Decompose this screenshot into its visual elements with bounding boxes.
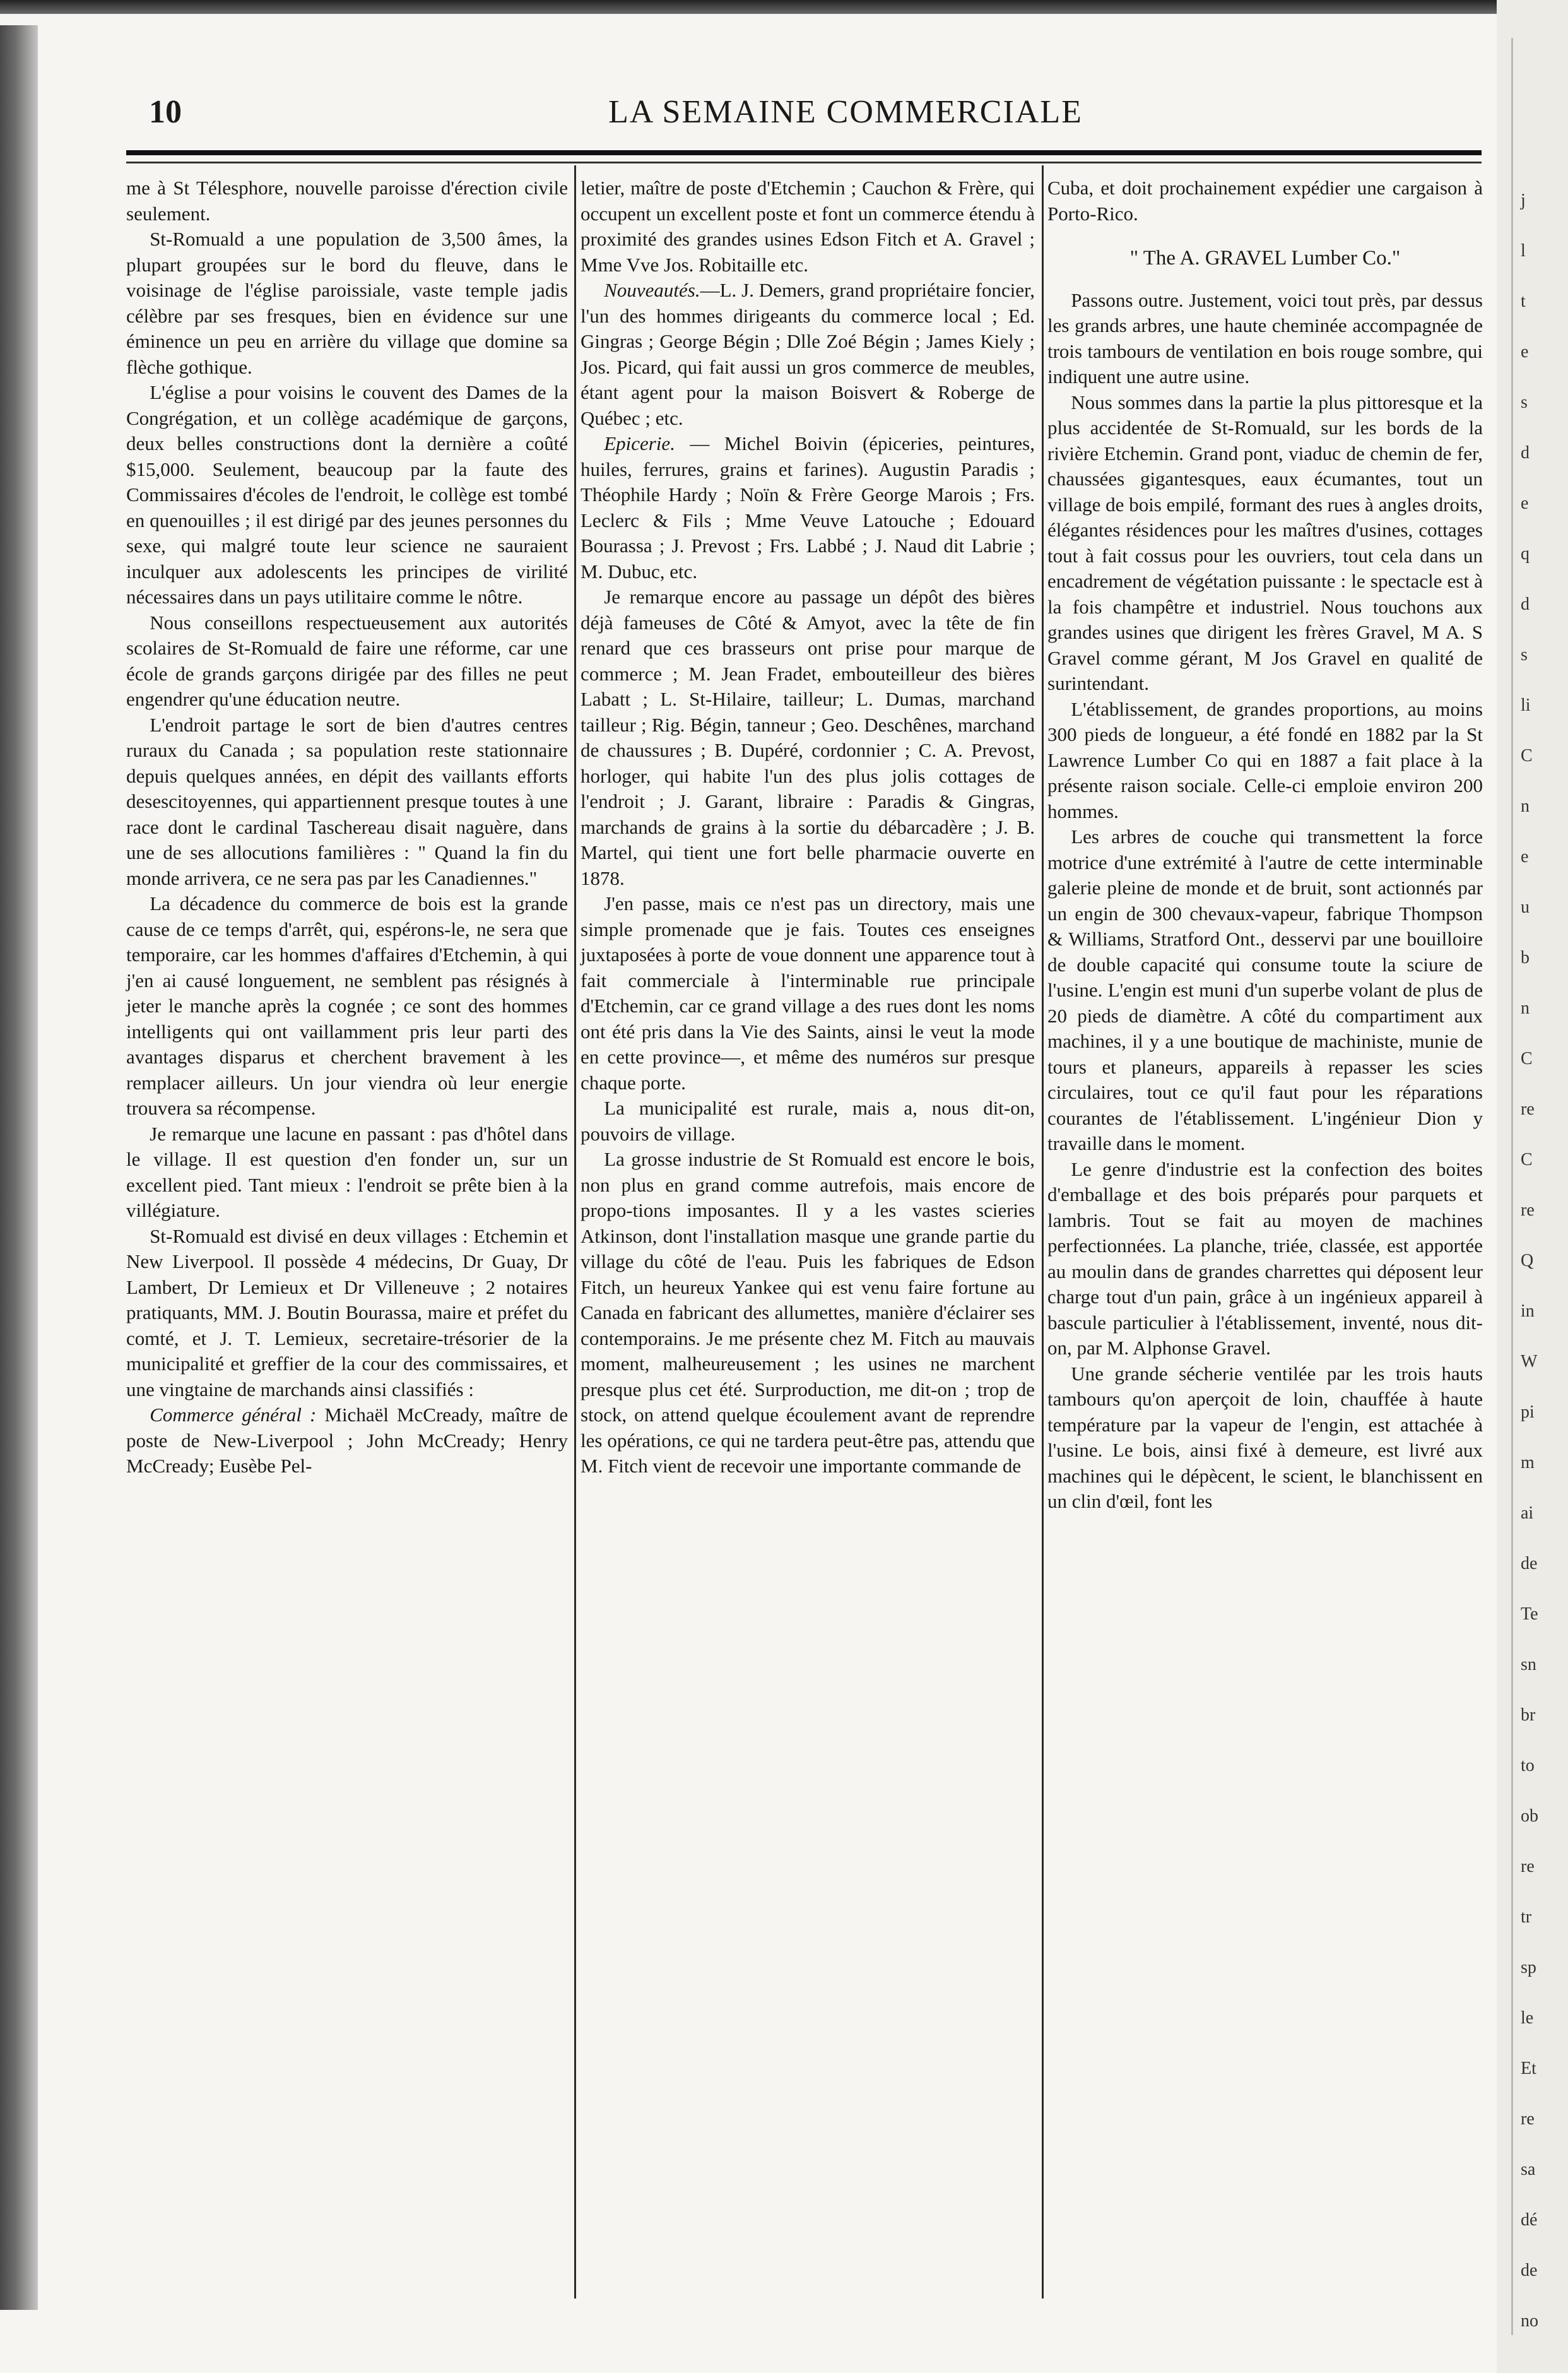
margin-fragment: sa (1521, 2160, 1536, 2179)
margin-fragment: ai (1521, 1503, 1534, 1523)
margin-fragment: Te (1521, 1604, 1538, 1624)
page-number: 10 (149, 94, 182, 130)
paragraph-text: — Michel Boivin (épiceries, peintures, huiles, ferrures, grains et farines). Augustin Paradis ; Théophile Hardy ; Noïn & Frère George Marois ; Frs. Leclerc & Fils ; Mme Veuve Latouche ; Edouard Bourassa ; J. Prevost ; Frs. Labbé ; J. Naud dit Labrie ; M. Dubuc, etc. (581, 432, 1035, 583)
paragraph: Passons outre. Justement, voici tout près, par dessus les grands arbres, une haute cheminée accompagnée de trois tambours de ventilation en bois rouge sombre, qui indiquent une autre usine. (1047, 288, 1483, 388)
margin-fragment: no (1521, 2311, 1538, 2331)
category-label: Epicerie. (604, 432, 675, 454)
margin-fragment: dé (1521, 2210, 1538, 2230)
column-divider-2 (1042, 165, 1044, 2299)
paragraph: Je remarque encore au passage un dépôt des bières déjà fameuses de Côté & Amyot, avec la tête de fin renard que ces brasseurs ont prise pour marque de commerce ; M. Jean Fradet, embouteilleur des bières Labatt ; L. St-Hilaire, tailleur; L. Dumas, marchand tailleur ; Rig. Bégin, tanneur ; Geo. Deschênes, marchand de chaussures ; B. Dupéré, cordonnier ; C. A. Prevost, horloger, qui habite l'un des plus jolis cottages de l'endroit ; J. Garant, libraire : Paradis & Gingras, marchands de grains à la sortie du débarcadère ; J. B. Martel, qui tient une fort belle pharmacie ouverte en 1878. (581, 586, 1035, 889)
margin-fragment: li (1521, 695, 1531, 715)
adjacent-page-fragments (1521, 175, 1565, 2346)
paragraph: Une grande sécherie ventilée par les trois hauts tambours qu'on aperçoit de loin, chauffée à haute température par la vapeur de l'engin, est attachée à l'usine. Le bois, ainsi fixé à demeure, est livré aux machines qui le dépècent, le scient, le blanchissent en un clin d'œil, font les (1047, 1362, 1483, 1512)
margin-fragment: e (1521, 494, 1529, 513)
category-label: Nouveautés. (604, 279, 700, 301)
paragraph: me à St Télesphore, nouvelle paroisse d'érection civile seulement. (126, 177, 568, 225)
margin-fragment: s (1521, 645, 1528, 665)
margin-fragment: C (1521, 746, 1533, 766)
margin-fragment: l (1521, 241, 1526, 261)
paragraph-text: Michaël McCready, maître de poste de New-Liverpool ; John McCready; Henry McCready; Eusèbe Pel- (126, 1404, 568, 1477)
paragraph-text: —L. J. Demers, grand propriétaire foncier, l'un des hommes dirigeants du commerce local ; Ed. Gingras ; George Bégin ; Dlle Zoé Bégin ; James Kiely ; Jos. Picard, qui fait aussi un gros commerce de meubles, étant agent pour la maison Boisvert & Roberge de Québec ; etc. (581, 279, 1035, 429)
margin-fragment: C (1521, 1150, 1533, 1169)
section-heading: " The A. GRAVEL Lumber Co." (1129, 247, 1401, 269)
margin-fragment: sp (1521, 1958, 1536, 1977)
margin-fragment: n (1521, 796, 1530, 816)
paragraph: L'endroit partage le sort de bien d'autres centres ruraux du Canada ; sa population reste stationnaire depuis quelques années, en dépit des vaillants efforts desescitoyennes, qui appartiennent presque toutes à une race dont le cardinal Taschereau disait naguère, dans une de ses allocutions familières : " Quand la fin du monde arrivera, ce ne sera pas par les Canadiennes." (126, 713, 568, 889)
paragraph: J'en passe, mais ce n'est pas un directory, mais une simple promenade que je fais. Toutes ces enseignes juxtaposées à porte de voue donnent une apparence tout à fait commerciale à l'interminable rue principale d'Etchemin, car ce grand village a des rues dont les noms ont été pris dans la Vie des Saints, ainsi le veut la mode en cette province—, et même des numéros sur presque chaque porte. (581, 892, 1035, 1094)
column-divider-1 (574, 165, 576, 2299)
scan-binding-edge (0, 25, 38, 2310)
margin-fragment: br (1521, 1705, 1536, 1725)
margin-fragment: s (1521, 393, 1528, 412)
margin-fragment: W (1521, 1352, 1538, 1371)
scan-top-band (0, 0, 1568, 14)
margin-fragment: t (1521, 292, 1526, 311)
margin-fragment: re (1521, 1200, 1535, 1220)
paragraph: Nous conseillons respectueusement aux autorités scolaires de St-Romuald de faire une réforme, car une école de grands garçons dirigée par des filles ne peut engendrer qu'une éducation neutre. (126, 611, 568, 710)
category-label: Commerce général : (150, 1404, 317, 1426)
margin-fragment: to (1521, 1756, 1535, 1775)
margin-fragment: sn (1521, 1655, 1536, 1674)
paragraph: La décadence du commerce de bois est la grande cause de ce temps d'arrêt, qui, espérons-le, ne sera que temporaire, car les hommes d'affaires d'Etchemin, à qui j'en ai causé longuement, ne semblent pas résignés à jeter le manche après la cognée ; ce sont des hommes intelligents qui ont vaillamment pris leur parti des avantages disparus et cherchent bravement à les remplacer ailleurs. Un jour viendra où leur energie trouvera sa récompense. (126, 892, 568, 1119)
margin-fragment: de (1521, 2261, 1538, 2280)
margin-fragment: j (1521, 191, 1526, 210)
header-rule-thick (126, 150, 1482, 155)
margin-fragment: m (1521, 1453, 1535, 1472)
paragraph (581, 431, 1035, 584)
margin-fragment: tr (1521, 1907, 1532, 1927)
column-1 (126, 175, 568, 1479)
paragraph: La municipalité est rurale, mais a, nous dit-on, pouvoirs de village. (581, 1097, 1035, 1145)
publication-title: LA SEMAINE COMMERCIALE (608, 94, 1083, 130)
paragraph: Cuba, et doit prochainement expédier une cargaison à Porto-Rico. (1047, 177, 1483, 225)
margin-fragment: b (1521, 948, 1530, 968)
margin-fragment: le (1521, 2008, 1534, 2028)
margin-fragment: n (1521, 998, 1530, 1018)
margin-fragment: d (1521, 595, 1530, 614)
margin-fragment: in (1521, 1301, 1535, 1321)
paragraph: letier, maître de poste d'Etchemin ; Cauchon & Frère, qui occupent un excellent poste et font un commerce étendu à proximité des grandes usines Edson Fitch et A. Gravel ; Mme Vve Jos. Robitaille etc. (581, 177, 1035, 276)
margin-fragment: pi (1521, 1402, 1535, 1422)
margin-fragment: d (1521, 443, 1530, 463)
margin-fragment: ob (1521, 1806, 1538, 1826)
column-2 (581, 175, 1035, 1479)
paragraph (126, 1402, 568, 1479)
margin-fragment: re (1521, 1099, 1535, 1119)
margin-fragment: q (1521, 544, 1530, 564)
paragraph: L'église a pour voisins le couvent des Dames de la Congrégation, et un collège académique de garçons, deux belles constructions dont la dernière a coûté $15,000. Seulement, beaucoup par la faute des Commissaires d'écoles de l'endroit, le collège est tombé en quenouilles ; il est dirigé par des jeunes personnes du sexe, qui malgré toute leur science ne sauraient inculquer aux adolescents les principes de virilité nécessaires dans un pays utilitaire comme le nôtre. (126, 381, 568, 608)
margin-fragment: e (1521, 847, 1529, 867)
margin-fragment: u (1521, 897, 1530, 917)
paragraph: Les arbres de couche qui transmettent la force motrice d'une extrémité à l'autre de cette interminable galerie pleine de monde et de bruit, sont actionnés par un engin de 300 chevaux-vapeur, fabrique Thompson & Williams, Stratford Ont., desservi par une bouilloire de double capacité qui consume toute la sciure de l'usine. L'engin est muni d'un superbe volant de plus de 20 pieds de diamètre. A côté du compartiment aux machines, il y a une boutique de machiniste, munie de tours et planeurs, appareils à repasser les scies circulaires, tout ce qu'il faut pour les réparations courantes de l'établissement. L'ingénieur Dion y travaille dans le moment. (1047, 826, 1483, 1154)
paragraph: St-Romuald a une population de 3,500 âmes, la plupart groupées sur le bord du fleuve, dans le voisinage de l'église paroissiale, vaste temple jadis célèbre par ses fresques, bien en évidence sur une éminence un peu en arrière du village que domine sa flèche gothique. (126, 228, 568, 378)
scan-fold-line (1511, 38, 1513, 2335)
margin-fragment: Q (1521, 1251, 1534, 1270)
margin-fragment: Et (1521, 2059, 1536, 2078)
paragraph: L'établissement, de grandes proportions, au moins 300 pieds de longueur, a été fondé en 1882 par la St Lawrence Lumber Co qui en 1887 a fait place à la présente raison sociale. Celle-ci emploie environ 200 hommes. (1047, 697, 1483, 822)
paragraph: St-Romuald est divisé en deux villages : Etchemin et New Liverpool. Il possède 4 médecins, Dr Guay, Dr Lambert, Dr Lemieux et Dr Villeneuve ; 2 notaires pratiquants, MM. J. Boutin Bourassa, maire et préfet du comté, et J. T. Lemieux, secretaire-trésorier de la municipalité et greffier de la cour des commissaires, et une vingtaine de marchands ainsi classifiés : (126, 1224, 568, 1400)
paragraph: Nous sommes dans la partie la plus pittoresque et la plus accidentée de St-Romuald, sur les bords de la rivière Etchemin. Grand pont, viaduc de chemin de fer, chaussées gigantesques, eaux écumantes, tout un village de bois empilé, formant des rues à angles droits, élégantes résidences pour les maîtres d'usines, cottages tout à fait cossus pour les ouvriers, tout cela dans un encadrement de végétation puissante : le spectacle est à la fois champêtre et industriel. Nous touchons aux grandes usines que dirigent les frères Gravel, M A. S Gravel comme gérant, M Jos Gravel en qualité de surintendant. (1047, 391, 1483, 694)
paragraph: Je remarque une lacune en passant : pas d'hôtel dans le village. Il est question d'en fonder un, sur un excellent pied. Tant mieux : l'endroit se prête bien à la villégiature. (126, 1122, 568, 1221)
margin-fragment: e (1521, 342, 1529, 362)
header-rule-thin (126, 162, 1482, 163)
margin-fragment: C (1521, 1049, 1533, 1068)
margin-fragment: re (1521, 1857, 1535, 1876)
margin-fragment: de (1521, 1554, 1538, 1573)
paragraph: La grosse industrie de St Romuald est encore le bois, non plus en grand comme autrefois, mais encore de propo-tions imposantes. Il y a les vastes scieries Atkinson, dont l'installation masque une grande partie du village du côté de l'eau. Puis les fabriques de Edson Fitch, un heureux Yankee qui est venu faire fortune au Canada en fabricant des allumettes, manière d'éclairer ses contemporains. Je me présente chez M. Fitch au mauvais moment, malheureusement ; les usines ne marchent presque plus cet été. Surproduction, me dit-on ; trop de stock, on attend quelque écoulement avant de reprendre les opérations, ce qui ne tardera peut-être pas, attendu que M. Fitch vient de recevoir une importante commande de (581, 1148, 1035, 1477)
paragraph: Le genre d'industrie est la confection des boites d'emballage et des bois préparés pour parquets et lambris. Tout se fait au moyen de machines perfectionnées. La planche, triée, classée, est apportée au moulin dans de grandes charrettes qui déposent leur charge tout d'un pain, grâce à un ingénieux appareil à bascule particulier à l'établissement, inventé, nous dit-on, par M. Alphonse Gravel. (1047, 1157, 1483, 1359)
paragraph (581, 278, 1035, 431)
margin-fragment: re (1521, 2109, 1535, 2129)
column-3 (1047, 175, 1483, 1515)
